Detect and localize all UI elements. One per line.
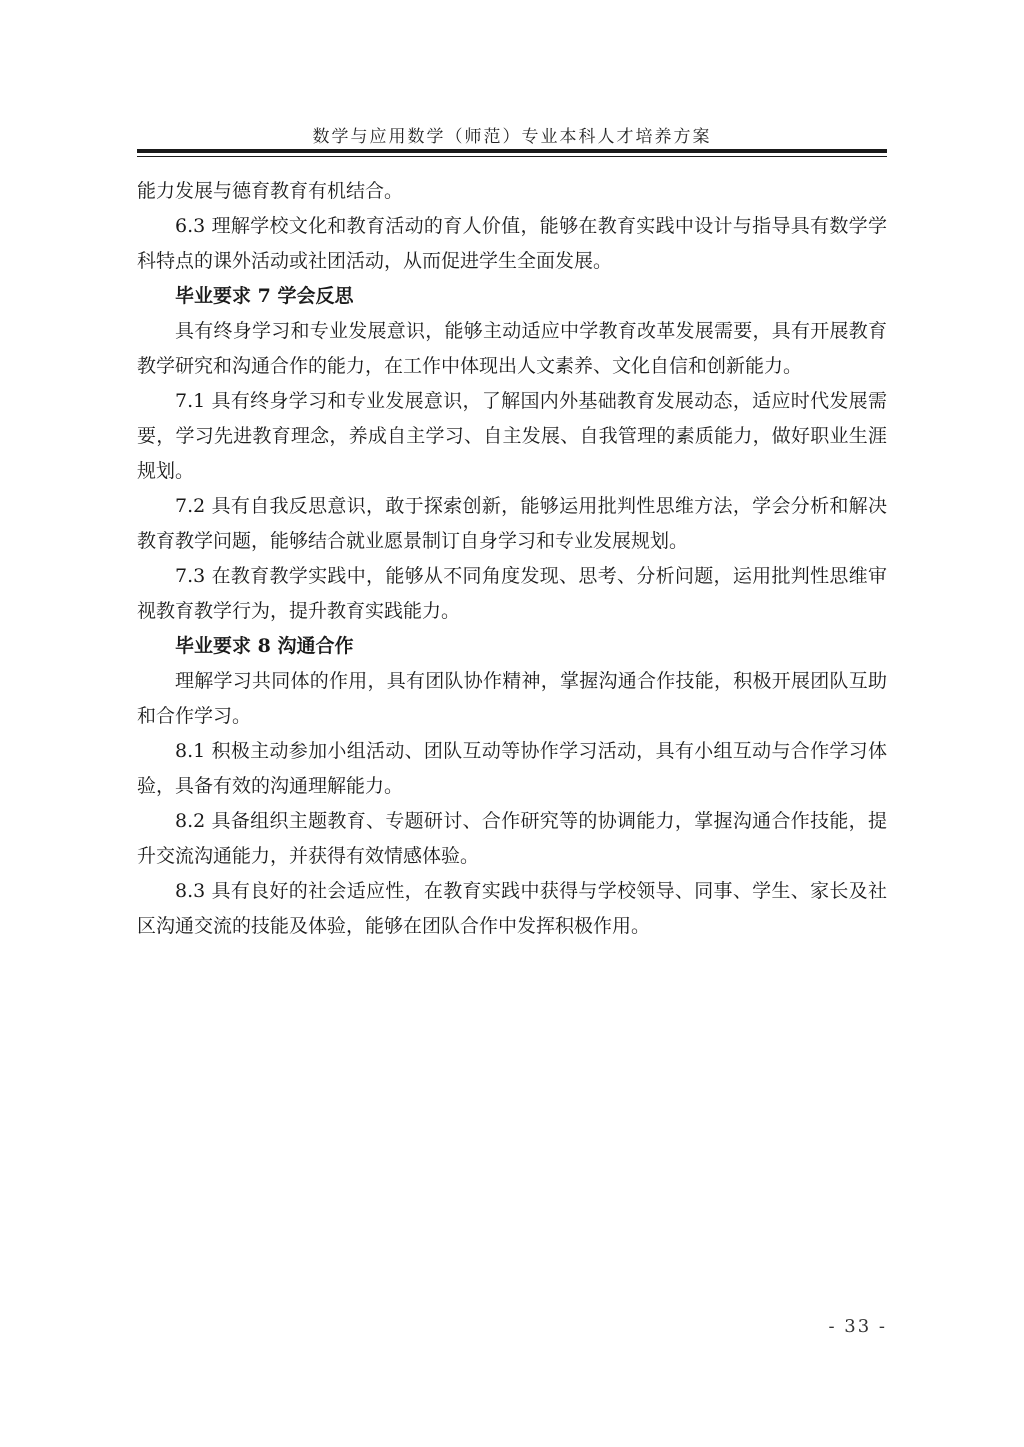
paragraph-7-1: 7.1 具有终身学习和专业发展意识，了解国内外基础教育发展动态，适应时代发展需要，学习先进教育理念，养成自主学习、自主发展、自我管理的素质能力，做好职业生涯规划。	[137, 390, 887, 482]
paragraph-8-3: 8.3 具有良好的社会适应性，在教育实践中获得与学校领导、同事、学生、家长及社区沟通交流的技能及体验，能够在团队合作中发挥积极作用。	[137, 880, 887, 937]
heading-requirement-7: 毕业要求 7 学会反思	[175, 285, 354, 307]
document-body	[137, 174, 887, 944]
paragraph-requirement-7-intro: 具有终身学习和专业发展意识，能够主动适应中学教育改革发展需要，具有开展教育教学研究和沟通合作的能力，在工作中体现出人文素养、文化自信和创新能力。	[137, 320, 887, 377]
paragraph-7-3: 7.3 在教育教学实践中，能够从不同角度发现、思考、分析问题，运用批判性思维审视教育教学行为，提升教育实践能力。	[137, 565, 887, 622]
paragraph-7-2: 7.2 具有自我反思意识，敢于探索创新，能够运用批判性思维方法，学会分析和解决教育教学问题，能够结合就业愿景制订自身学习和专业发展规划。	[137, 495, 887, 552]
paragraph-6-3: 6.3 理解学校文化和教育活动的育人价值，能够在教育实践中设计与指导具有数学学科特点的课外活动或社团活动，从而促进学生全面发展。	[137, 215, 887, 272]
paragraph-8-2: 8.2 具备组织主题教育、专题研讨、合作研究等的协调能力，掌握沟通合作技能，提升交流沟通能力，并获得有效情感体验。	[137, 810, 887, 867]
header-rule-thick	[137, 149, 887, 153]
paragraph-requirement-8-intro: 理解学习共同体的作用，具有团队协作精神，掌握沟通合作技能，积极开展团队互助和合作学习。	[137, 670, 887, 727]
page-header-title: 数学与应用数学（师范）专业本科人才培养方案	[312, 127, 712, 147]
paragraph-8-1: 8.1 积极主动参加小组活动、团队互动等协作学习活动，具有小组互动与合作学习体验，具备有效的沟通理解能力。	[137, 740, 887, 797]
heading-requirement-8: 毕业要求 8 沟通合作	[175, 635, 354, 657]
page-number: - 33 -	[828, 1316, 887, 1337]
header-rule-thin	[137, 156, 887, 157]
paragraph-continuation: 能力发展与德育教育有机结合。	[137, 180, 404, 202]
